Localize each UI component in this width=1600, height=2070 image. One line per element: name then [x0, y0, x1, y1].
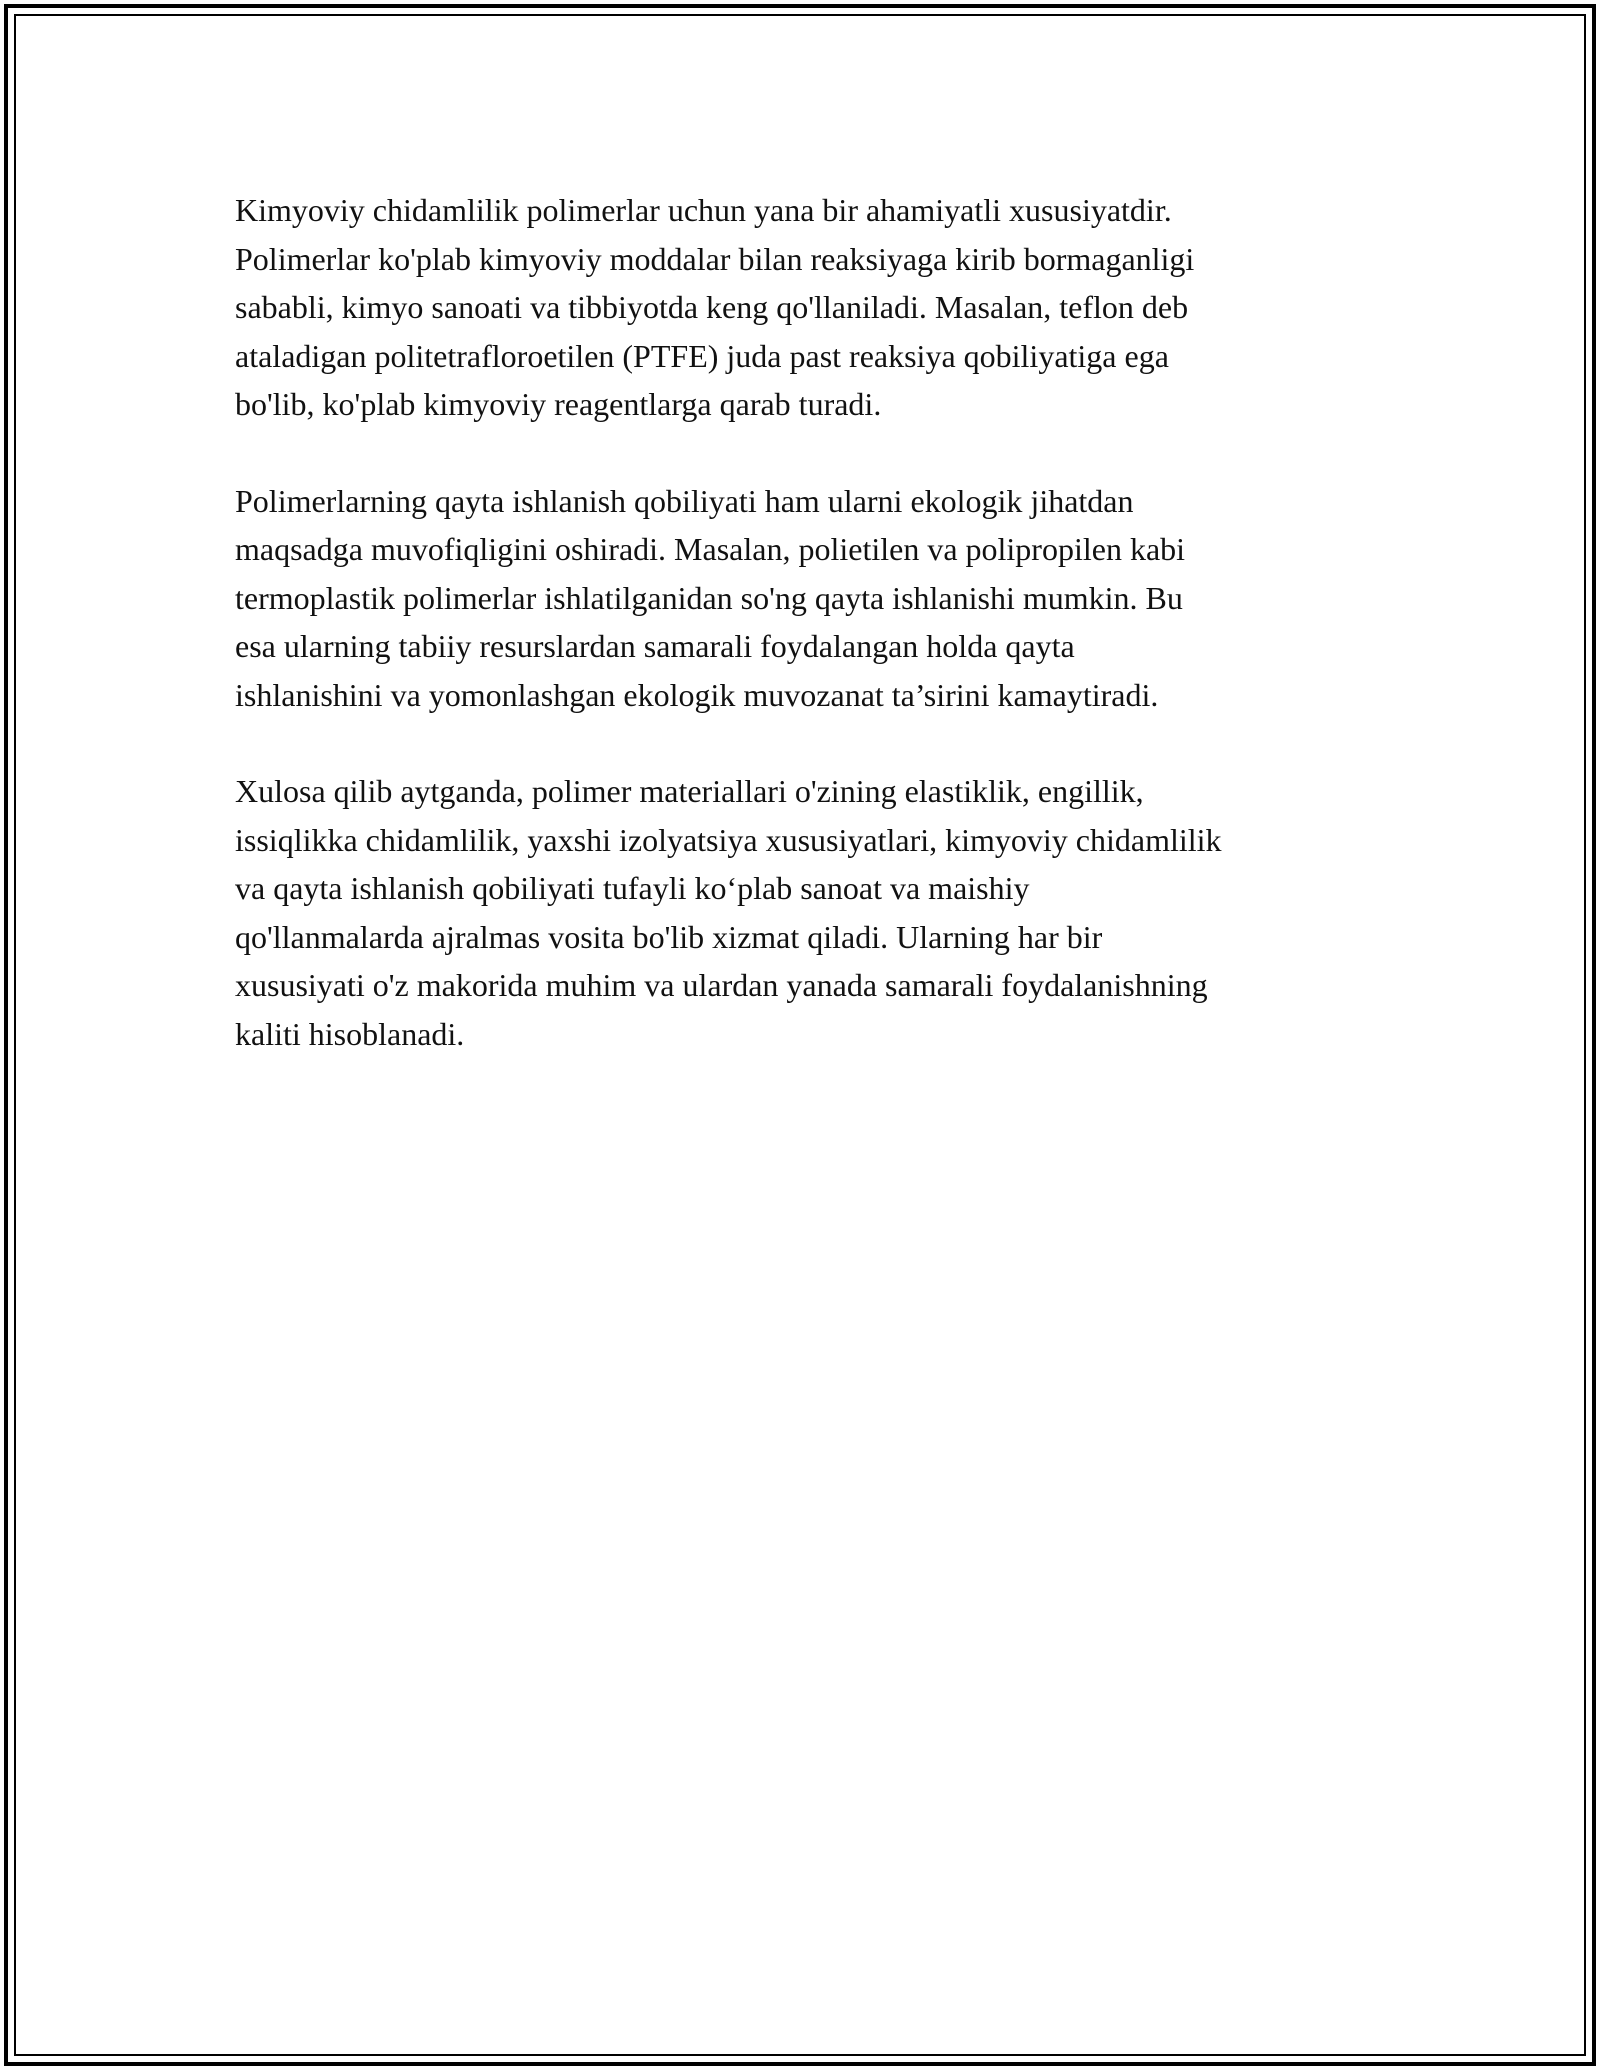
- paragraph-chemical-resistance: Kimyoviy chidamlilik polimerlar uchun yana bir ahamiyatli xususiyatdir. Polimerlar ko'plab kimyoviy moddalar bilan reaksiyaga kirib bormaganligi sababli, kimyo sanoati va tibbiyotda keng qo'llaniladi. Masalan, teflon deb ataladigan politetrafloroetilen (PTFE) juda past reaksiya qobiliyatiga ega bo'lib, ko'plab kimyoviy reagentlarga qarab turadi.: [235, 192, 1195, 422]
- paragraph-conclusion: Xulosa qilib aytganda, polimer materiallari o'zining elastiklik, engillik, issiqlikka chidamlilik, yaxshi izolyatsiya xususiyatlari, kimyoviy chidamlilik va qayta ishlanish qobiliyati tufayli ko‘plab sanoat va maishiy qo'llanmalarda ajralmas vosita bo'lib xizmat qiladi. Ularning har bir xususiyati o'z makorida muhim va ulardan yanada samarali foydalanishning kaliti hisoblanadi.: [235, 773, 1222, 1052]
- document-body: [235, 186, 1370, 1106]
- paragraph-recyclability: Polimerlarning qayta ishlanish qobiliyati ham ularni ekologik jihatdan maqsadga muvofiqligini oshiradi. Masalan, polietilen va polipropilen kabi termoplastik polimerlar ishlatilganidan so'ng qayta ishlanishi mumkin. Bu esa ularning tabiiy resurslardan samarali foydalangan holda qayta ishlanishini va yomonlashgan ekologik muvozanat ta’sirini kamaytiradi.: [235, 482, 1186, 713]
